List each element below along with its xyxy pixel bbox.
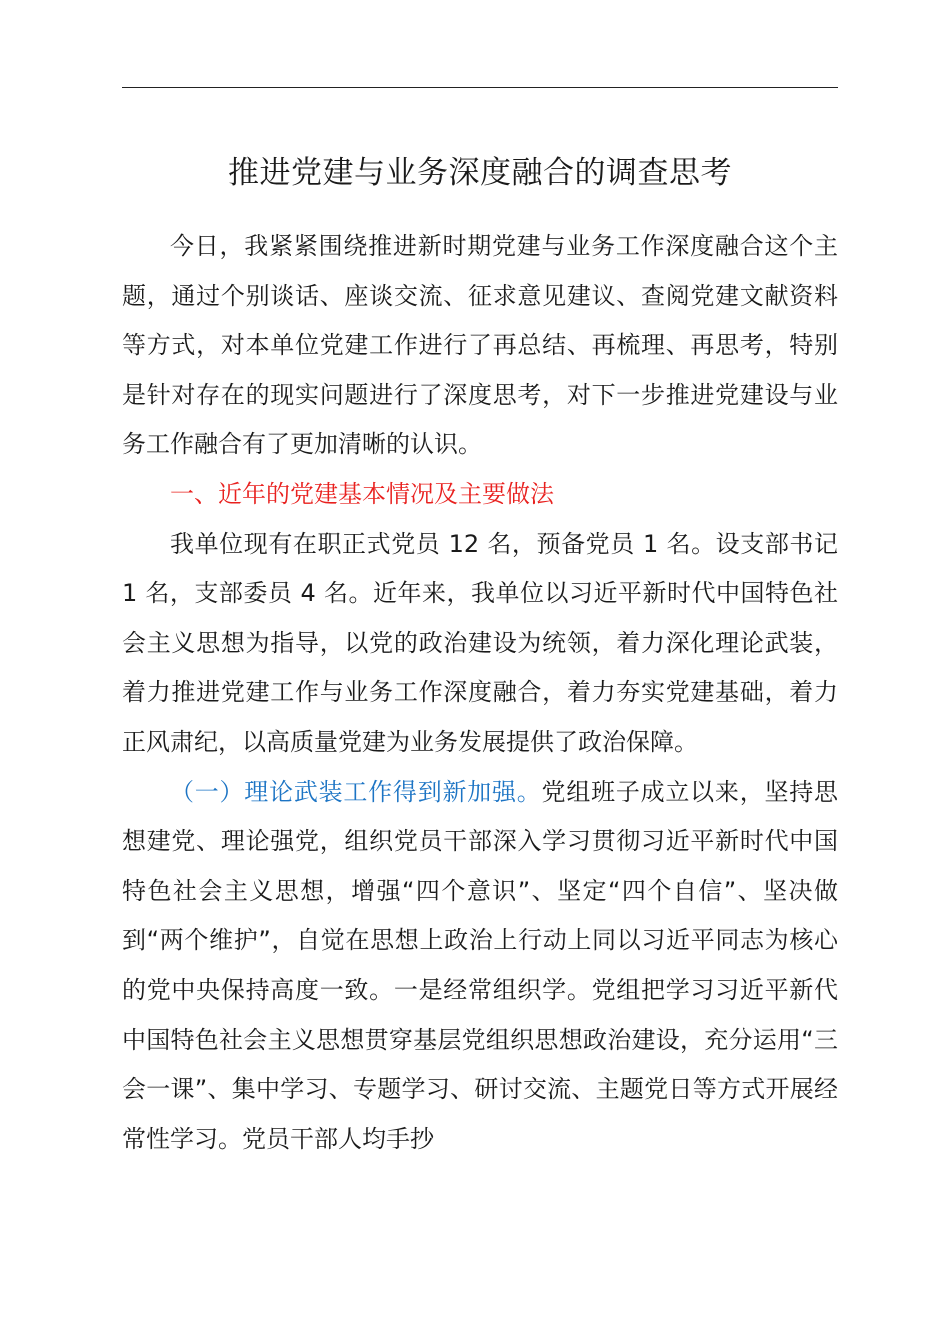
document-title: 推进党建与业务深度融合的调查思考 — [228, 155, 732, 191]
section-1-heading: 一、近年的党建基本情况及主要做法 — [170, 479, 554, 508]
subsection-1-heading: （一）理论武装工作得到新加强。 — [170, 777, 542, 806]
header-rule — [122, 87, 838, 88]
intro-paragraph: 今日，我紧紧围绕推进新时期党建与业务工作深度融合这个主题，通过个别谈话、座谈交流、征求意见建议、查阅党建文献资料等方式，对本单位党建工作进行了再总结、再梳理、再思考，特别是针对存在的现实问题进行了深度思考，对下一步推进党建设与业务工作融合有了更加清晰的认识。 — [122, 232, 838, 459]
document-body — [122, 222, 838, 1164]
subsection-1-paragraph — [122, 768, 838, 1165]
subsection-1-text: 党组班子成立以来，坚持思想建党、理论强党，组织党员干部深入学习贯彻习近平新时代中国特色社会主义思想，增强“四个意识”、坚定“四个自信”、坚决做到“两个维护”，自觉在思想上政治上行动上同以习近平同志为核心的党中央保持高度一致。一是经常组织学。党组把学习习近平新代中国特色社会主义思想贯穿基层党组织思想政治建设，充分运用“三会一课”、集中学习、专题学习、研讨交流、主题党日等方式开展经常性学习。党员干部人均手抄 — [122, 777, 839, 1153]
section-1-paragraph: 我单位现有在职正式党员 12 名，预备党员 1 名。设支部书记 1 名，支部委员 4 名。近年来，我单位以习近平新时代中国特色社会主义思想为指导，以党的政治建设为统领，着力深化理论武装，着力推进党建工作与业务工作深度融合，着力夯实党建基础，着力正风肃纪，以高质量党建为业务发展提供了政治保障。 — [122, 529, 838, 756]
